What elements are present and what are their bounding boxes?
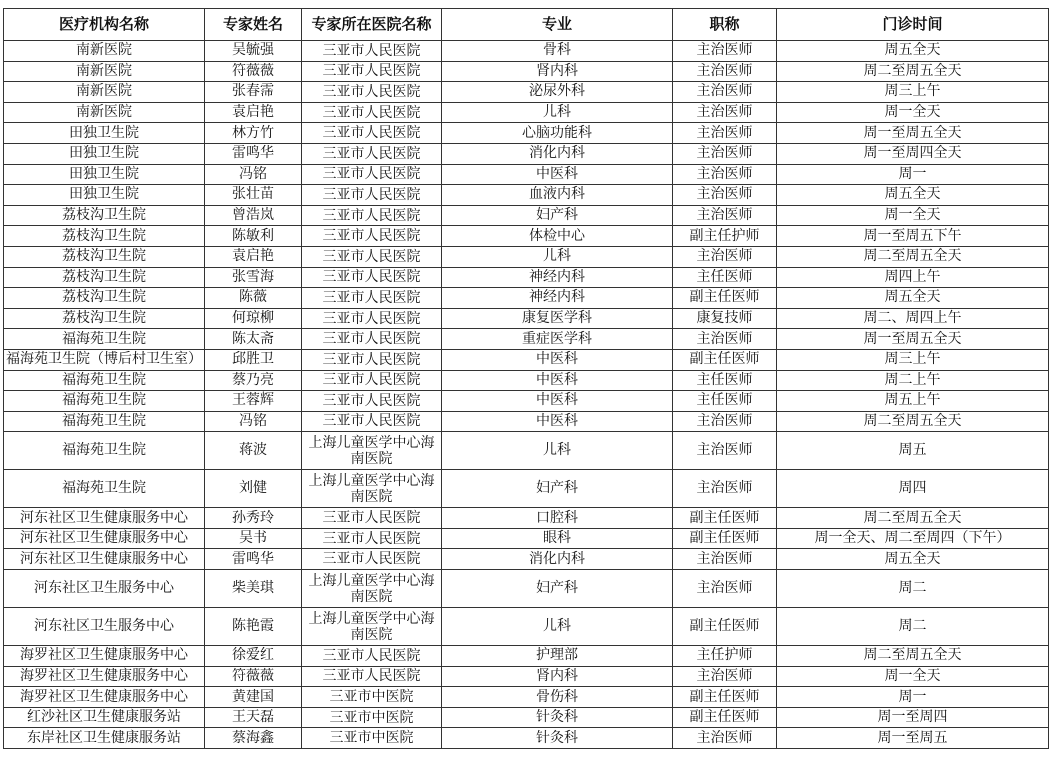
cell-institution: 南新医院 [4,82,205,103]
cell-title: 主治医师 [673,470,777,508]
cell-title: 主治医师 [673,411,777,432]
cell-hospital: 三亚市人民医院 [302,666,442,687]
cell-hospital: 上海儿童医学中心海南医院 [302,470,442,508]
cell-title: 副主任医师 [673,608,777,646]
table-row [4,267,1049,288]
cell-expert-name: 蔡海鑫 [205,728,302,749]
cell-title: 主治医师 [673,329,777,350]
cell-hospital: 三亚市人民医院 [302,329,442,350]
cell-expert-name: 蒋波 [205,432,302,470]
cell-expert-name: 黄建国 [205,687,302,708]
cell-specialty: 妇产科 [442,470,673,508]
cell-expert-name: 蔡乃亮 [205,370,302,391]
cell-title: 副主任医师 [673,288,777,309]
cell-title: 主治医师 [673,143,777,164]
cell-specialty: 神经内科 [442,267,673,288]
cell-institution: 福海苑卫生院 [4,470,205,508]
table-body [4,41,1049,749]
cell-title: 主任医师 [673,267,777,288]
cell-institution: 福海苑卫生院 [4,370,205,391]
cell-title: 副主任医师 [673,687,777,708]
cell-title: 主任医师 [673,391,777,412]
cell-institution: 荔枝沟卫生院 [4,288,205,309]
cell-specialty: 消化内科 [442,549,673,570]
table-row [4,411,1049,432]
cell-expert-name: 何琼柳 [205,308,302,329]
cell-clinic-time: 周二上午 [777,370,1049,391]
cell-specialty: 神经内科 [442,288,673,309]
cell-expert-name: 雷鸣华 [205,549,302,570]
cell-expert-name: 张春霈 [205,82,302,103]
cell-clinic-time: 周三上午 [777,82,1049,103]
table-row [4,164,1049,185]
cell-specialty: 儿科 [442,608,673,646]
cell-institution: 东岸社区卫生健康服务站 [4,728,205,749]
cell-expert-name: 符薇薇 [205,61,302,82]
cell-hospital: 三亚市人民医院 [302,267,442,288]
cell-institution: 田独卫生院 [4,185,205,206]
cell-clinic-time: 周一全天 [777,205,1049,226]
cell-clinic-time: 周四上午 [777,267,1049,288]
cell-expert-name: 张壮苗 [205,185,302,206]
cell-specialty: 中医科 [442,370,673,391]
table-row [4,226,1049,247]
cell-expert-name: 冯铭 [205,411,302,432]
table-row [4,707,1049,728]
cell-hospital: 三亚市人民医院 [302,123,442,144]
cell-title: 主任医师 [673,370,777,391]
cell-title: 主治医师 [673,41,777,62]
cell-title: 主治医师 [673,164,777,185]
cell-specialty: 儿科 [442,102,673,123]
cell-institution: 福海苑卫生院 [4,432,205,470]
table-row [4,61,1049,82]
cell-title: 主治医师 [673,185,777,206]
cell-hospital: 三亚市人民医院 [302,391,442,412]
cell-institution: 红沙社区卫生健康服务站 [4,707,205,728]
cell-institution: 荔枝沟卫生院 [4,308,205,329]
cell-title: 副主任医师 [673,707,777,728]
cell-institution: 南新医院 [4,41,205,62]
table-row [4,687,1049,708]
header-specialty: 专业 [442,9,673,41]
cell-hospital: 三亚市人民医院 [302,349,442,370]
cell-specialty: 中医科 [442,164,673,185]
table-row [4,349,1049,370]
cell-clinic-time: 周一 [777,687,1049,708]
cell-title: 主治医师 [673,102,777,123]
cell-hospital: 三亚市中医院 [302,728,442,749]
cell-specialty: 护理部 [442,646,673,667]
cell-hospital: 三亚市人民医院 [302,41,442,62]
cell-specialty: 心脑功能科 [442,123,673,144]
table-row [4,329,1049,350]
cell-clinic-time: 周五全天 [777,41,1049,62]
cell-expert-name: 袁启艳 [205,246,302,267]
cell-hospital: 三亚市人民医院 [302,246,442,267]
cell-expert-name: 王蓉辉 [205,391,302,412]
table-row [4,508,1049,529]
table-row [4,549,1049,570]
cell-expert-name: 孙秀玲 [205,508,302,529]
cell-clinic-time: 周一至周五 [777,728,1049,749]
table-row [4,308,1049,329]
cell-institution: 福海苑卫生院 [4,329,205,350]
expert-clinic-schedule-table [3,8,1049,749]
cell-title: 康复技师 [673,308,777,329]
cell-clinic-time: 周二 [777,570,1049,608]
cell-hospital: 三亚市人民医院 [302,508,442,529]
cell-institution: 荔枝沟卫生院 [4,267,205,288]
cell-expert-name: 曾浩岚 [205,205,302,226]
table-row [4,82,1049,103]
table-row [4,470,1049,508]
cell-hospital: 三亚市中医院 [302,687,442,708]
cell-title: 副主任医师 [673,349,777,370]
cell-title: 主治医师 [673,549,777,570]
cell-hospital: 上海儿童医学中心海南医院 [302,608,442,646]
cell-clinic-time: 周二至周五全天 [777,508,1049,529]
table-row [4,370,1049,391]
header-hospital: 专家所在医院名称 [302,9,442,41]
cell-clinic-time: 周二至周五全天 [777,246,1049,267]
cell-hospital: 三亚市人民医院 [302,370,442,391]
cell-institution: 河东社区卫生健康服务中心 [4,549,205,570]
cell-specialty: 中医科 [442,391,673,412]
cell-expert-name: 陈敏利 [205,226,302,247]
cell-specialty: 肾内科 [442,666,673,687]
cell-hospital: 三亚市人民医院 [302,411,442,432]
cell-clinic-time: 周二 [777,608,1049,646]
cell-hospital: 三亚市人民医院 [302,102,442,123]
cell-specialty: 骨科 [442,41,673,62]
cell-clinic-time: 周五上午 [777,391,1049,412]
cell-hospital: 三亚市人民医院 [302,185,442,206]
table-row [4,528,1049,549]
cell-expert-name: 陈艳霞 [205,608,302,646]
table-row [4,391,1049,412]
cell-expert-name: 张雪海 [205,267,302,288]
cell-title: 主治医师 [673,205,777,226]
cell-title: 主治医师 [673,82,777,103]
table-row [4,608,1049,646]
cell-institution: 田独卫生院 [4,143,205,164]
cell-specialty: 泌尿外科 [442,82,673,103]
cell-specialty: 中医科 [442,411,673,432]
cell-hospital: 三亚市人民医院 [302,82,442,103]
table-row [4,432,1049,470]
cell-specialty: 口腔科 [442,508,673,529]
cell-institution: 河东社区卫生健康服务中心 [4,528,205,549]
cell-hospital: 三亚市中医院 [302,707,442,728]
cell-title: 主治医师 [673,61,777,82]
cell-title: 主治医师 [673,570,777,608]
cell-institution: 河东社区卫生服务中心 [4,608,205,646]
cell-clinic-time: 周一至周五全天 [777,329,1049,350]
table-row [4,288,1049,309]
cell-expert-name: 邱胜卫 [205,349,302,370]
cell-clinic-time: 周五全天 [777,185,1049,206]
cell-title: 主治医师 [673,123,777,144]
cell-clinic-time: 周一全天、周二至周四（下午） [777,528,1049,549]
cell-institution: 海罗社区卫生健康服务中心 [4,666,205,687]
table-row [4,143,1049,164]
cell-hospital: 上海儿童医学中心海南医院 [302,570,442,608]
cell-title: 主任护师 [673,646,777,667]
cell-institution: 南新医院 [4,61,205,82]
cell-hospital: 三亚市人民医院 [302,646,442,667]
cell-institution: 福海苑卫生院 [4,391,205,412]
table-header-row [4,9,1049,41]
cell-specialty: 儿科 [442,246,673,267]
cell-specialty: 体检中心 [442,226,673,247]
table-row [4,205,1049,226]
cell-expert-name: 雷鸣华 [205,143,302,164]
cell-institution: 荔枝沟卫生院 [4,205,205,226]
cell-hospital: 上海儿童医学中心海南医院 [302,432,442,470]
cell-institution: 田独卫生院 [4,123,205,144]
table-row [4,570,1049,608]
cell-clinic-time: 周一至周五全天 [777,123,1049,144]
cell-hospital: 三亚市人民医院 [302,308,442,329]
cell-title: 主治医师 [673,432,777,470]
cell-clinic-time: 周一 [777,164,1049,185]
cell-specialty: 眼科 [442,528,673,549]
cell-clinic-time: 周五 [777,432,1049,470]
cell-expert-name: 王天磊 [205,707,302,728]
cell-institution: 南新医院 [4,102,205,123]
cell-specialty: 妇产科 [442,570,673,608]
cell-clinic-time: 周二至周五全天 [777,646,1049,667]
cell-clinic-time: 周二至周五全天 [777,61,1049,82]
cell-institution: 荔枝沟卫生院 [4,226,205,247]
table-row [4,646,1049,667]
header-expert-name: 专家姓名 [205,9,302,41]
cell-institution: 田独卫生院 [4,164,205,185]
cell-specialty: 针灸科 [442,728,673,749]
cell-hospital: 三亚市人民医院 [302,288,442,309]
cell-title: 副主任护师 [673,226,777,247]
cell-title: 副主任医师 [673,508,777,529]
table-row [4,246,1049,267]
cell-hospital: 三亚市人民医院 [302,61,442,82]
cell-clinic-time: 周三上午 [777,349,1049,370]
cell-specialty: 肾内科 [442,61,673,82]
cell-specialty: 中医科 [442,349,673,370]
cell-specialty: 消化内科 [442,143,673,164]
header-clinic-time: 门诊时间 [777,9,1049,41]
header-title: 职称 [673,9,777,41]
cell-specialty: 妇产科 [442,205,673,226]
cell-specialty: 血液内科 [442,185,673,206]
cell-clinic-time: 周二至周五全天 [777,411,1049,432]
cell-specialty: 康复医学科 [442,308,673,329]
table-row [4,123,1049,144]
cell-expert-name: 徐爱红 [205,646,302,667]
cell-institution: 海罗社区卫生健康服务中心 [4,646,205,667]
cell-hospital: 三亚市人民医院 [302,205,442,226]
cell-specialty: 重症医学科 [442,329,673,350]
cell-expert-name: 符薇薇 [205,666,302,687]
cell-expert-name: 刘健 [205,470,302,508]
cell-institution: 河东社区卫生健康服务中心 [4,508,205,529]
cell-clinic-time: 周一至周四 [777,707,1049,728]
table-row [4,41,1049,62]
cell-expert-name: 袁启艳 [205,102,302,123]
cell-expert-name: 陈太斋 [205,329,302,350]
cell-clinic-time: 周四 [777,470,1049,508]
table-row [4,728,1049,749]
cell-title: 副主任医师 [673,528,777,549]
cell-hospital: 三亚市人民医院 [302,549,442,570]
cell-hospital: 三亚市人民医院 [302,143,442,164]
cell-hospital: 三亚市人民医院 [302,226,442,247]
cell-clinic-time: 周一全天 [777,102,1049,123]
table-row [4,666,1049,687]
cell-expert-name: 冯铭 [205,164,302,185]
cell-title: 主治医师 [673,246,777,267]
cell-expert-name: 吴毓强 [205,41,302,62]
cell-clinic-time: 周一全天 [777,666,1049,687]
cell-institution: 海罗社区卫生健康服务中心 [4,687,205,708]
cell-specialty: 儿科 [442,432,673,470]
cell-institution: 福海苑卫生院 [4,411,205,432]
cell-institution: 河东社区卫生服务中心 [4,570,205,608]
cell-clinic-time: 周一至周四全天 [777,143,1049,164]
table-row [4,102,1049,123]
cell-hospital: 三亚市人民医院 [302,528,442,549]
cell-institution: 荔枝沟卫生院 [4,246,205,267]
cell-clinic-time: 周二、周四上午 [777,308,1049,329]
cell-clinic-time: 周五全天 [777,549,1049,570]
cell-specialty: 骨伤科 [442,687,673,708]
table-row [4,185,1049,206]
cell-expert-name: 吴书 [205,528,302,549]
cell-institution: 福海苑卫生院（博后村卫生室） [4,349,205,370]
cell-clinic-time: 周一至周五下午 [777,226,1049,247]
header-institution: 医疗机构名称 [4,9,205,41]
cell-specialty: 针灸科 [442,707,673,728]
cell-expert-name: 陈薇 [205,288,302,309]
cell-title: 主治医师 [673,666,777,687]
cell-hospital: 三亚市人民医院 [302,164,442,185]
cell-expert-name: 林方竹 [205,123,302,144]
cell-clinic-time: 周五全天 [777,288,1049,309]
cell-expert-name: 柴美琪 [205,570,302,608]
cell-title: 主治医师 [673,728,777,749]
